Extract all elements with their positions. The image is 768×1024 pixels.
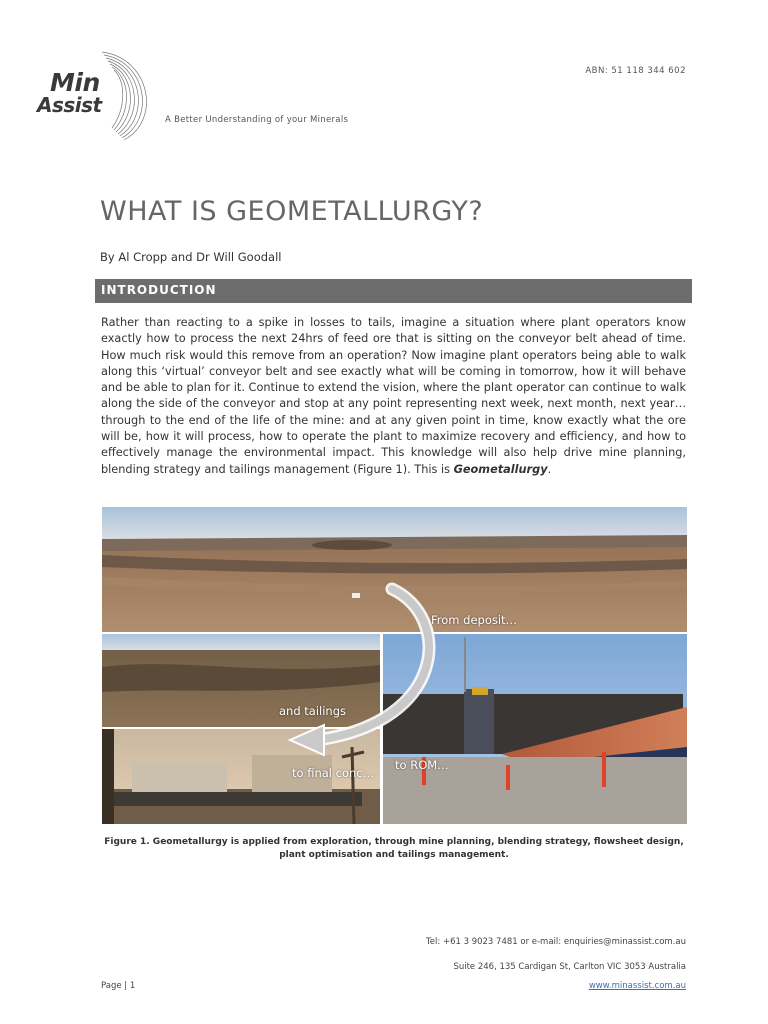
section-heading: INTRODUCTION — [101, 283, 217, 297]
page-title: WHAT IS GEOMETALLURGY? — [100, 196, 484, 227]
tagline: A Better Understanding of your Minerals — [165, 115, 349, 125]
paragraph-end: . — [547, 462, 552, 476]
logo-text-min: Min — [50, 68, 100, 97]
footer-contact: Tel: +61 3 9023 7481 or e-mail: enquiries@minassist.com.au — [426, 937, 686, 947]
label-tailings: and tailings — [279, 704, 347, 718]
minassist-logo — [32, 50, 157, 142]
website-link[interactable]: www.minassist.com.au — [588, 981, 686, 991]
label-final-conc: to final conc… — [292, 766, 375, 780]
deposit-photo — [102, 507, 687, 632]
figure-caption: Figure 1. Geometallurgy is applied from exploration, through mine planning, blending strategy, flowsheet design, plant optimisation and tailings management. — [104, 837, 684, 860]
footer-address: Suite 246, 135 Cardigan St, Carlton VIC 3053 Australia — [453, 962, 686, 972]
authors-line: By Al Cropp and Dr Will Goodall — [100, 250, 282, 264]
page-number: Page | 1 — [101, 981, 136, 991]
logo-text-assist: Assist — [37, 93, 102, 117]
figure-collage — [102, 507, 687, 824]
figure-image — [102, 507, 687, 824]
label-deposit: From deposit… — [431, 613, 518, 627]
section-heading-bar — [95, 279, 692, 303]
paragraph-emphasis: Geometallurgy — [453, 462, 548, 476]
intro-paragraph — [101, 315, 686, 478]
paragraph-text: Rather than reacting to a spike in losses to tails, imagine a situation where plant operators know exactly how to process the next 24hrs of feed ore that is sitting on the conveyor belt ahead of time. How much risk would this remove from an operation? Now imagine plant operators being able to walk along this ‘virtual’ conveyor belt and see exactly what will be coming in tomorrow, how it will behave and be able to plan for it. Continue to extend the vision, where the plant operator can continue to walk along the side of the conveyor and stop at any point representing next week, next month, next year… through to the end of the life of the mine: and at any given point in time, know exactly what the ore will be, how it will process, how to operate the plant to maximize recovery and efficiency, and how to effectively manage the environmental impact. This knowledge will also help drive mine planning, blending strategy and tailings management (Figure 1). This is — [101, 316, 686, 476]
abn-number: ABN: 51 118 344 602 — [585, 66, 686, 76]
label-rom: to ROM… — [395, 758, 449, 772]
